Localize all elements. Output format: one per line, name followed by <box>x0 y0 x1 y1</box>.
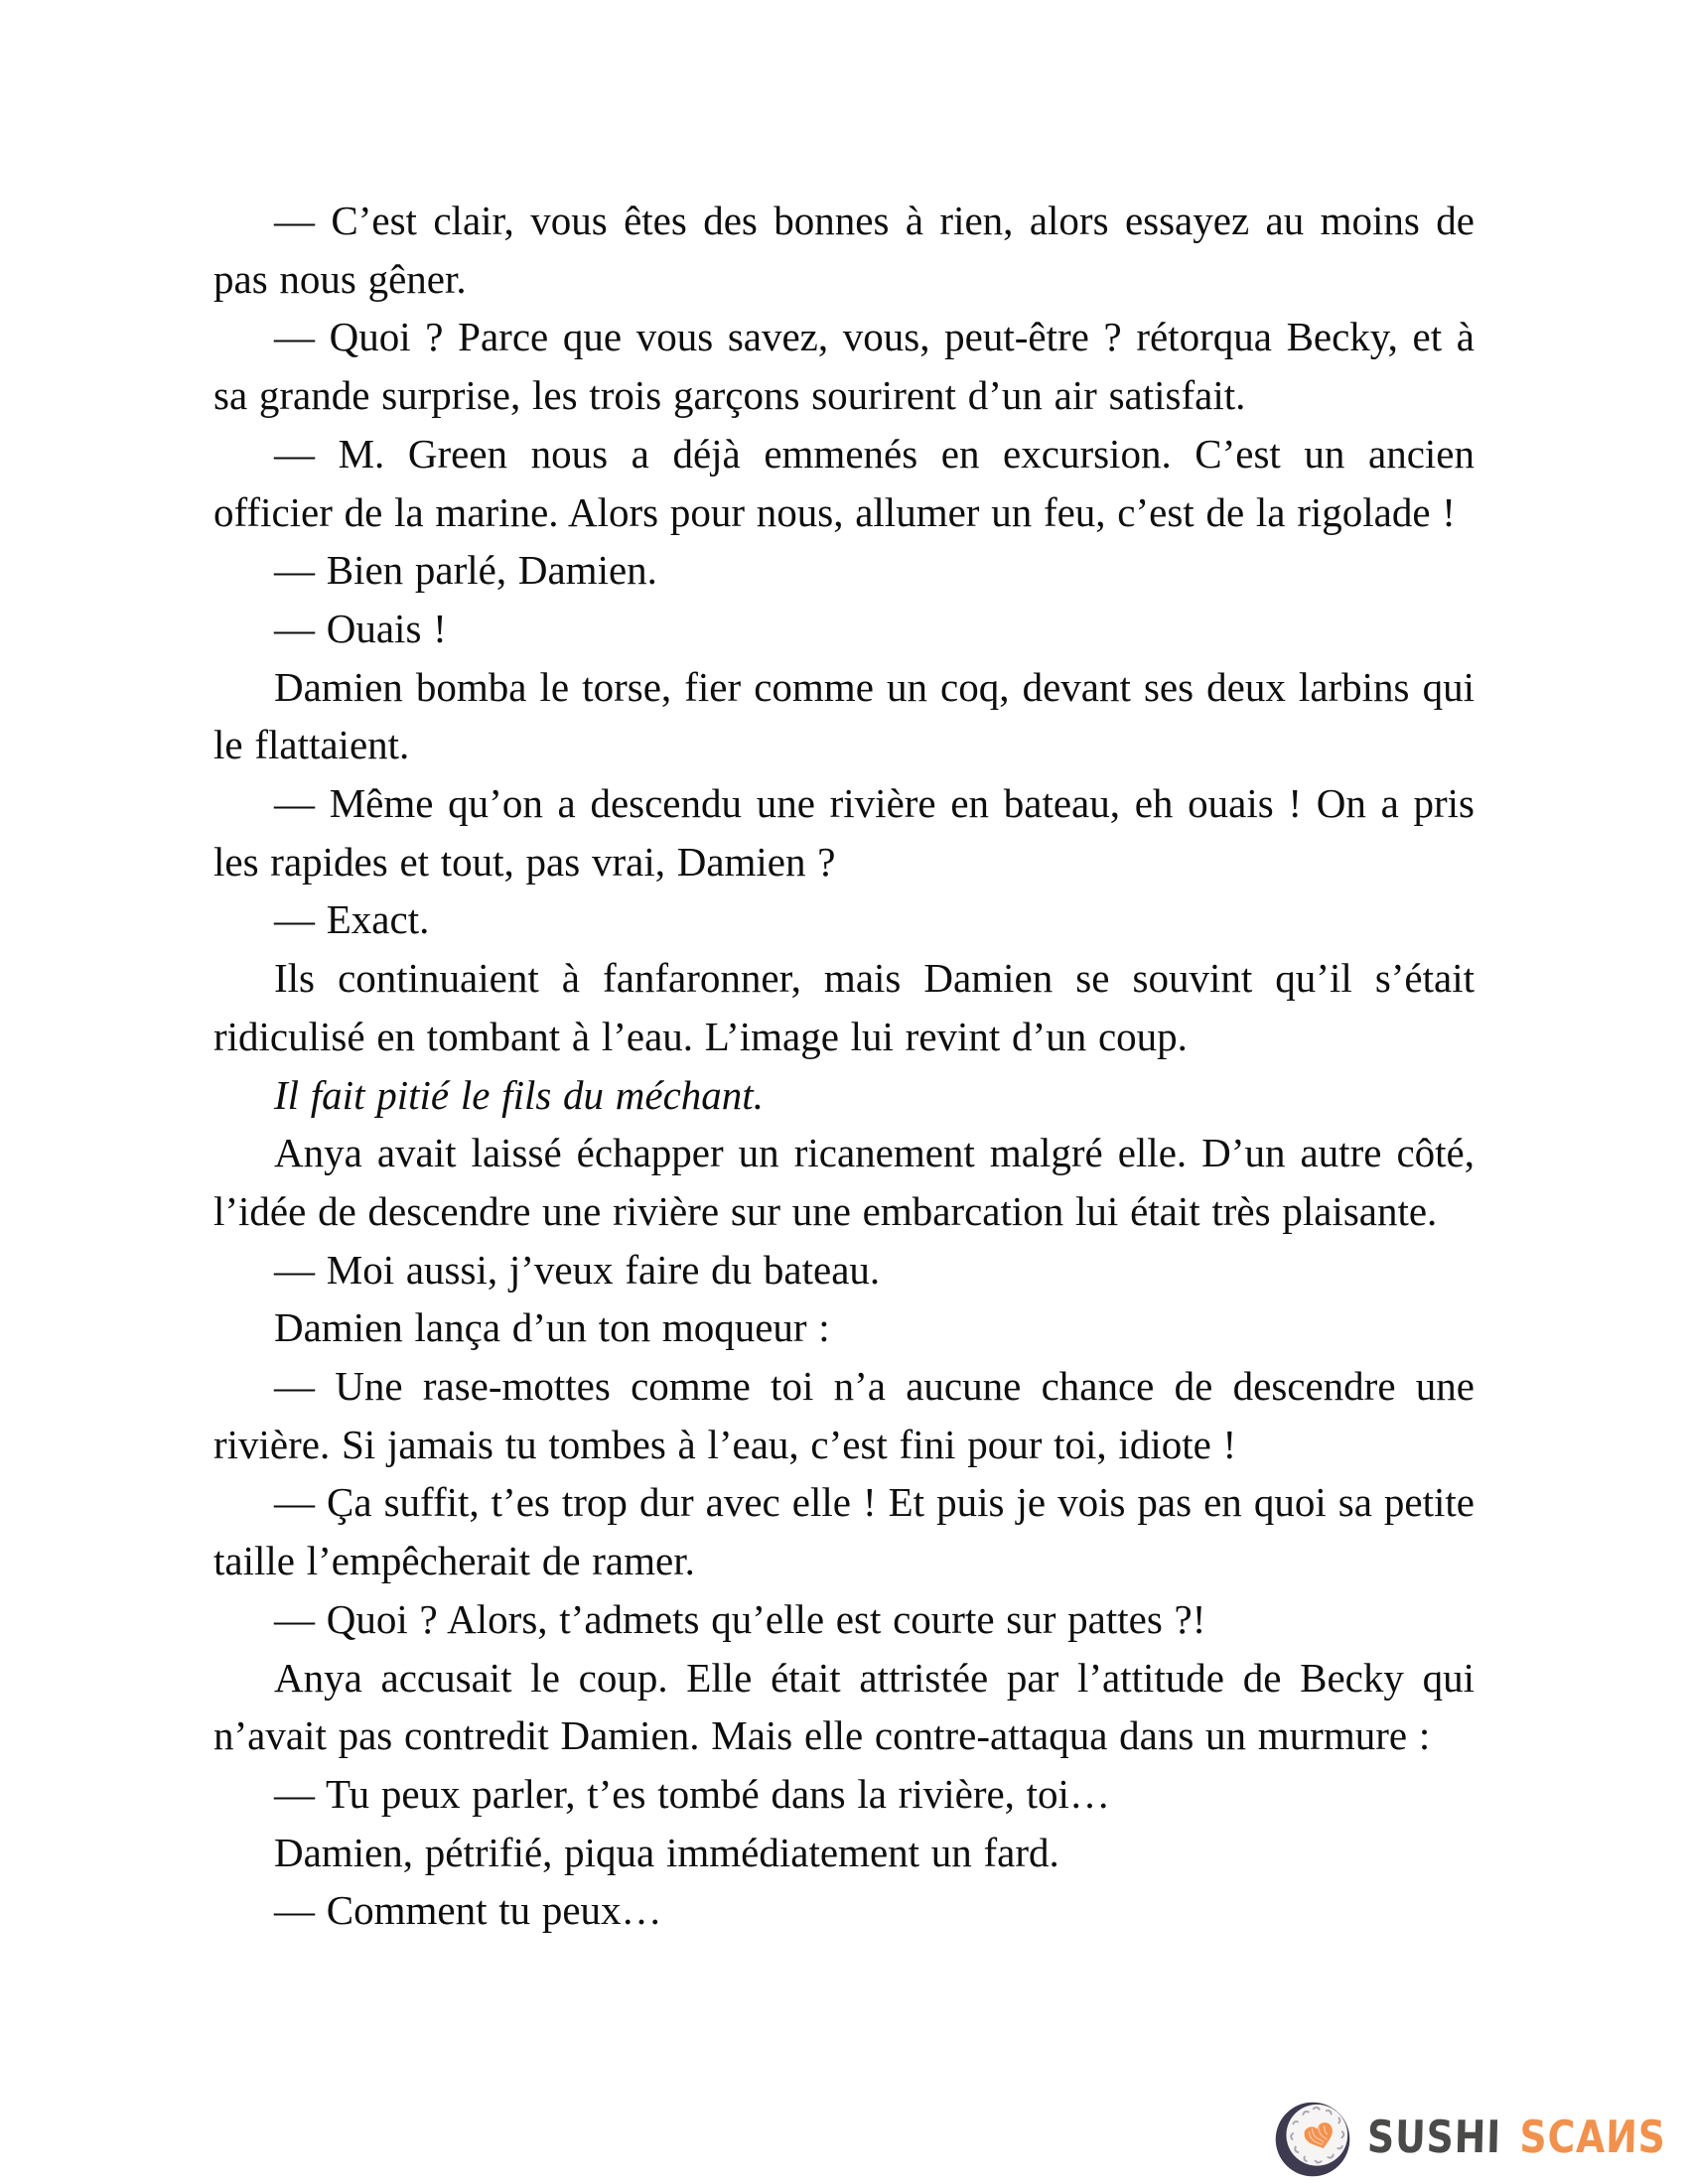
paragraph: Damien, pétrifié, piqua immédiatement un fard. <box>274 1829 1059 1875</box>
paragraph: — Une rase-mottes comme toi n’a aucune chance de descendre une rivière. Si jamais tu tombes à l’eau, c’est fini pour toi, idiote ! <box>213 1363 1475 1467</box>
page-text <box>213 192 1475 1940</box>
paragraph-italic-thought: Il fait pitié le fils du méchant. <box>274 1071 764 1118</box>
paragraph: — Comment tu peux… <box>274 1887 662 1934</box>
paragraph: Ils continuaient à fanfaronner, mais Damien se souvint qu’il s’était ridiculisé en tombant à l’eau. L’image lui revint d’un coup. <box>213 955 1475 1059</box>
paragraph: Anya avait laissé échapper un ricanement malgré elle. D’un autre côté, l’idée de descendre une rivière sur une embarcation lui était très plaisante. <box>213 1130 1475 1234</box>
paragraph: — Bien parlé, Damien. <box>274 547 657 594</box>
paragraph: — Exact. <box>274 896 430 943</box>
logo-word-sushi: SUSHI <box>1366 2111 1502 2163</box>
paragraph: — M. Green nous a déjà emmenés en excursion. C’est un ancien officier de la marine. Alors pour nous, allumer un feu, c’est de la rigolade ! <box>213 430 1475 535</box>
scanlator-logo-words <box>1366 2111 1667 2163</box>
paragraph: — Quoi ? Parce que vous savez, vous, peut-être ? rétorqua Becky, et à sa grande surprise, les trois garçons sourirent d’un air satisfait. <box>213 314 1475 419</box>
paragraph: — Moi aussi, j’veux faire du bateau. <box>274 1246 881 1293</box>
paragraph: — Même qu’on a descendu une rivière en bateau, eh ouais ! On a pris les rapides et tout, pas vrai, Damien ? <box>213 780 1475 885</box>
paragraph: Damien bomba le torse, fier comme un coq, devant ses deux larbins qui le flattaient. <box>213 663 1475 768</box>
paragraph: — C’est clair, vous êtes des bonnes à rien, alors essayez au moins de pas nous gêner. <box>213 198 1475 302</box>
sushi-roll-icon <box>1274 2101 1351 2178</box>
paragraph: — Quoi ? Alors, t’admets qu’elle est courte sur pattes ?! <box>274 1595 1206 1642</box>
paragraph: Damien lança d’un ton moqueur : <box>274 1304 830 1351</box>
paragraph: — Ça suffit, t’es trop dur avec elle ! Et puis je vois pas en quoi sa petite taille l’empêcherait de ramer. <box>213 1479 1475 1584</box>
paragraph: — Tu peux parler, t’es tombé dans la rivière, toi… <box>274 1770 1110 1817</box>
scanlator-logo <box>1274 2089 1688 2184</box>
logo-word-scans: SCAИS <box>1518 2111 1667 2163</box>
paragraph: — Ouais ! <box>274 605 447 651</box>
paragraph: Anya accusait le coup. Elle était attristée par l’attitude de Becky qui n’avait pas contredit Damien. Mais elle contre-attaqua dans un murmure : <box>213 1654 1475 1759</box>
